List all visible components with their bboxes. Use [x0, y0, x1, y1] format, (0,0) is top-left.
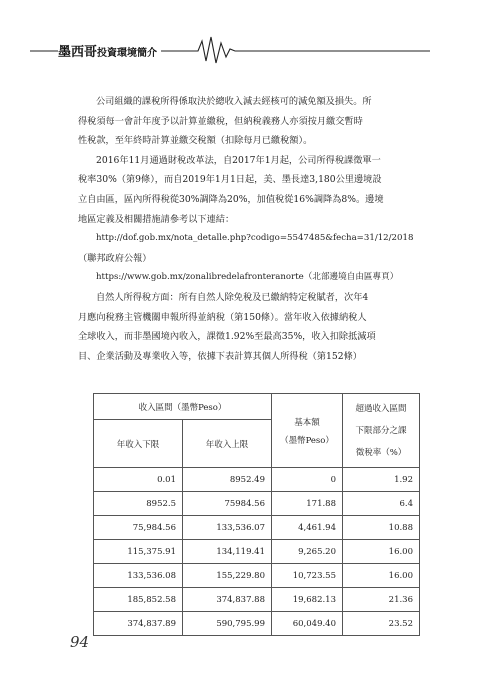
cell-lower: 185,852.58	[94, 588, 183, 612]
table-row	[94, 540, 420, 564]
body-text	[78, 92, 415, 366]
cell-base: 19,682.13	[272, 588, 343, 612]
paragraph-line: 2016年11月通過財稅改革法，自2017年1月起，公司所得稅課徵單一	[96, 154, 381, 166]
paragraph-line: 目、企業活動及專業收入等，依據下表計算其個人所得稅（第152條）	[78, 350, 362, 362]
table-row	[94, 612, 420, 636]
url-link[interactable]: http://dof.gob.mx/nota_detalle.php?codigo=5547485&fecha=31/12/2018	[96, 233, 414, 244]
table-row	[94, 588, 420, 612]
cell-rate: 1.92	[343, 468, 420, 492]
header-base-line1: 基本額	[294, 417, 320, 428]
url-link[interactable]: https://www.gob.mx/zonalibredelafronteranorte（北部邊境自由區專頁）	[96, 272, 399, 283]
cell-lower: 115,375.91	[94, 540, 183, 564]
paragraph-line: 月應向稅務主管機關申報所得並納稅（第150條）。當年收入依據納稅人	[78, 311, 367, 323]
cell-upper: 155,229.80	[183, 564, 272, 588]
header-rate-line3: 徵稅率（%）	[355, 447, 407, 458]
cell-lower: 75,984.56	[94, 516, 183, 540]
cell-upper: 75984.56	[183, 492, 272, 516]
paragraph-line: 稅率30%（第9條），而自2019年1月1日起，美、墨長達3,180公里邊境設	[78, 174, 382, 186]
header-lower-limit: 年收入下限	[94, 420, 183, 468]
paragraph-line: 自然人所得稅方面：所有自然人除免稅及已繳納特定稅賦者，次年4	[96, 291, 369, 303]
paragraph-line: 公司組織的課稅所得係取決於總收入減去經核可的減免額及損失。所	[96, 96, 372, 107]
paragraph-line: （聯邦政府公報）	[78, 252, 152, 264]
cell-rate: 23.52	[343, 612, 420, 636]
cell-rate: 16.00	[343, 564, 420, 588]
paragraph-line: 得稅須每一會計年度予以計算並繳稅，但納稅義務人亦須按月繳交暫時	[78, 115, 363, 127]
header-brand: 墨西哥	[58, 45, 98, 60]
header-upper-limit: 年收入上限	[183, 420, 272, 468]
cell-base: 4,461.94	[272, 516, 343, 540]
cell-rate: 10.88	[343, 516, 420, 540]
cell-lower: 374,837.89	[94, 612, 183, 636]
header-base-line2: （墨幣Peso）	[280, 435, 334, 446]
header-rate-line2: 下限部分之課	[355, 425, 407, 436]
cell-upper: 134,119.41	[183, 540, 272, 564]
cell-base: 10,723.55	[272, 564, 343, 588]
cell-base: 171.88	[272, 492, 343, 516]
cell-upper: 8952.49	[183, 468, 272, 492]
paragraph-line: 地區定義及相關措施請參考以下連結：	[78, 213, 235, 225]
cell-upper: 374,837.88	[183, 588, 272, 612]
table-row	[94, 468, 420, 492]
cell-base: 0	[272, 468, 343, 492]
table-row	[94, 564, 420, 588]
header-rate-line1: 超過收入區間	[355, 403, 407, 414]
cell-base: 60,049.40	[272, 612, 343, 636]
paragraph-line: 全球收入，而非墨國境內收入，課徵1.92%至最高35%，收入扣除抵減項	[78, 331, 376, 343]
income-tax-table	[93, 393, 420, 636]
table-row	[94, 492, 420, 516]
cell-lower: 0.01	[94, 468, 183, 492]
header-base-amount	[272, 394, 343, 468]
cell-rate: 16.00	[343, 540, 420, 564]
header-subtitle: 投資環境簡介	[97, 48, 158, 59]
cell-base: 9,265.20	[272, 540, 343, 564]
paragraph-line: 性稅款，至年終時計算並繳交稅額（扣除每月已繳稅額）。	[78, 135, 313, 147]
page-header	[30, 33, 450, 73]
header-income-range: 收入區間（墨幣Peso）	[94, 394, 272, 420]
cell-rate: 21.36	[343, 588, 420, 612]
cell-lower: 133,536.08	[94, 564, 183, 588]
cell-upper: 133,536.07	[183, 516, 272, 540]
paragraph-line: 立自由區，區內所得稅從30%調降為20%，加值稅從16%調降為8%。邊境	[78, 193, 384, 205]
cell-lower: 8952.5	[94, 492, 183, 516]
header-title	[58, 41, 161, 60]
header-tax-rate	[343, 394, 420, 468]
cell-upper: 590,795.99	[183, 612, 272, 636]
table-row	[94, 516, 420, 540]
cell-rate: 6.4	[343, 492, 420, 516]
page-number: 94	[70, 633, 90, 651]
